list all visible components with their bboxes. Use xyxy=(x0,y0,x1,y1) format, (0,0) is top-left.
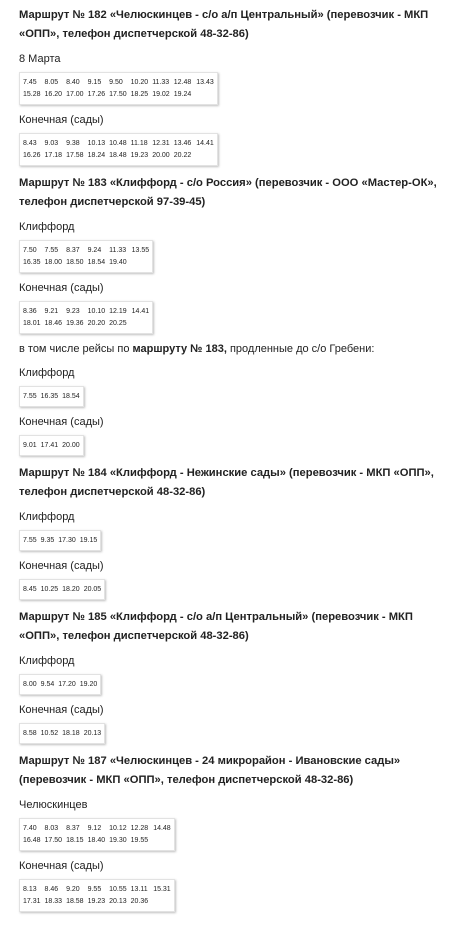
departure-time: 10.55 xyxy=(109,886,127,893)
routes-list xyxy=(19,464,444,912)
departure-time: 17.41 xyxy=(40,442,59,449)
timetable-row xyxy=(20,724,105,744)
schedule-block xyxy=(19,366,444,407)
departure-time: 20.20 xyxy=(87,320,106,327)
departure-time: 18.20 xyxy=(62,586,80,593)
departure-time: 8.13 xyxy=(23,886,37,893)
departure-time: 9.01 xyxy=(23,442,37,449)
timetable-row xyxy=(20,436,84,456)
departure-time: 14.41 xyxy=(131,308,150,315)
departure-time: 18.54 xyxy=(62,393,80,400)
departure-time: 18.00 xyxy=(44,259,63,266)
stop-label: Клиффорд xyxy=(19,221,75,233)
schedule-block xyxy=(19,859,444,912)
timetable xyxy=(19,674,101,695)
timetable-row xyxy=(20,150,218,166)
departure-time: 7.50 xyxy=(23,247,37,254)
timetable-row xyxy=(20,134,218,151)
timetable-row xyxy=(20,257,153,273)
timetable-row xyxy=(20,89,218,105)
departure-time: 12.28 xyxy=(130,825,149,832)
departure-time: 15.28 xyxy=(23,91,41,98)
departure-time: 19.30 xyxy=(109,837,127,844)
departure-time: 10.10 xyxy=(87,308,106,315)
departure-time: 13.55 xyxy=(131,247,150,254)
schedule-block xyxy=(19,798,444,851)
departure-time: 8.03 xyxy=(44,825,59,832)
schedule-block xyxy=(19,52,444,105)
stop-label: Челюскинцев xyxy=(19,799,88,811)
timetable-row xyxy=(20,302,153,319)
stop-label: Клиффорд xyxy=(19,511,75,523)
departure-time: 20.00 xyxy=(152,152,170,159)
departure-time: 10.52 xyxy=(40,730,59,737)
departure-time: 19.23 xyxy=(130,152,149,159)
departure-time: 20.13 xyxy=(109,898,127,905)
departure-time: 8.43 xyxy=(23,140,37,147)
departure-time: 8.45 xyxy=(23,586,37,593)
departure-time: 20.13 xyxy=(83,730,102,737)
stop-label: Клиффорд xyxy=(19,655,75,667)
departure-time: 17.20 xyxy=(58,681,76,688)
departure-time: 16.48 xyxy=(23,837,41,844)
timetable-row xyxy=(20,675,101,695)
departure-time: 18.54 xyxy=(87,259,106,266)
departure-time: 16.35 xyxy=(23,259,41,266)
departure-time: 11.33 xyxy=(152,79,170,86)
departure-time: 9.03 xyxy=(44,140,59,147)
departure-time: 12.19 xyxy=(109,308,127,315)
departure-time: 9.24 xyxy=(87,247,102,254)
departure-time: 13.43 xyxy=(196,79,214,86)
route-section xyxy=(19,6,444,166)
departure-time: 16.35 xyxy=(40,393,59,400)
timetable-row xyxy=(20,387,84,407)
departure-time: 8.46 xyxy=(44,886,59,893)
stop-label: Конечная (сады) xyxy=(19,416,104,428)
departure-time: 18.58 xyxy=(66,898,84,905)
departure-time: 19.24 xyxy=(173,91,192,98)
departure-time: 8.58 xyxy=(23,730,37,737)
departure-time: 18.24 xyxy=(87,152,106,159)
departure-time: 10.48 xyxy=(109,140,127,147)
departure-time: 7.55 xyxy=(23,537,37,544)
departure-time: 11.18 xyxy=(130,140,148,147)
timetable xyxy=(19,818,175,851)
timetable-row xyxy=(20,835,175,851)
departure-time: 12.48 xyxy=(173,79,192,86)
departure-time: 16.26 xyxy=(23,152,41,159)
timetable-row xyxy=(20,318,153,334)
timetable-row xyxy=(20,73,218,90)
timetable-row xyxy=(20,241,153,258)
timetable xyxy=(19,723,105,744)
departure-time: 17.18 xyxy=(44,152,63,159)
schedule-block xyxy=(19,220,444,273)
departure-time: 8.00 xyxy=(23,681,37,688)
departure-time: 7.55 xyxy=(23,393,37,400)
timetable-row xyxy=(20,580,105,600)
timetable xyxy=(19,133,218,166)
departure-time: 15.31 xyxy=(153,886,171,893)
departure-time: 18.15 xyxy=(66,837,84,844)
stop-label: 8 Марта xyxy=(19,53,61,65)
route-title: Маршрут № 184 «Клиффорд - Нежинские сады» (перевозчик - МКП «ОПП», телефон диспетчерской 48-32-86) xyxy=(19,467,434,498)
extended-routes-notice xyxy=(19,342,444,356)
timetable xyxy=(19,579,105,600)
timetable xyxy=(19,386,84,407)
departure-time: 8.36 xyxy=(23,308,37,315)
timetable xyxy=(19,240,153,273)
departure-time: 12.31 xyxy=(152,140,170,147)
notice-suffix: продленные до с/о Гребени: xyxy=(226,343,375,355)
timetable-row xyxy=(20,819,175,836)
departure-time: 18.01 xyxy=(23,320,41,327)
timetable xyxy=(19,879,175,912)
timetable xyxy=(19,301,153,334)
departure-time: 19.55 xyxy=(130,837,149,844)
departure-time: 7.45 xyxy=(23,79,37,86)
schedule-block xyxy=(19,510,444,551)
departure-time: 8.37 xyxy=(66,825,80,832)
route-title: Маршрут № 185 «Клиффорд - с/о а/п Центральный» (перевозчик - МКП «ОПП», телефон диспетчерской 48-32-86) xyxy=(19,611,413,642)
departure-time: 13.46 xyxy=(173,140,192,147)
departure-time: 9.55 xyxy=(87,886,102,893)
timetable xyxy=(19,530,101,551)
departure-time: 9.35 xyxy=(40,537,55,544)
departure-time: 18.46 xyxy=(44,320,63,327)
extended-schedule xyxy=(19,366,444,456)
departure-time: 19.36 xyxy=(66,320,84,327)
stop-label: Конечная (сады) xyxy=(19,860,104,872)
departure-time: 17.26 xyxy=(87,91,106,98)
departure-time: 9.21 xyxy=(44,308,59,315)
timetable xyxy=(19,72,218,105)
routes-list xyxy=(19,6,444,334)
departure-time: 18.25 xyxy=(130,91,149,98)
stop-label: Конечная (сады) xyxy=(19,704,104,716)
schedule-block xyxy=(19,281,444,334)
departure-time: 9.54 xyxy=(40,681,55,688)
timetable xyxy=(19,435,84,456)
route-section xyxy=(19,464,444,600)
departure-time: 17.50 xyxy=(109,91,127,98)
departure-time: 17.58 xyxy=(66,152,84,159)
departure-time: 18.40 xyxy=(87,837,106,844)
timetable-row xyxy=(20,896,175,912)
departure-time: 8.40 xyxy=(66,79,80,86)
departure-time: 20.22 xyxy=(173,152,192,159)
departure-time: 17.31 xyxy=(23,898,41,905)
schedule-block xyxy=(19,703,444,744)
departure-time: 9.38 xyxy=(66,140,80,147)
route-section xyxy=(19,608,444,744)
route-section xyxy=(19,174,444,334)
departure-time: 16.20 xyxy=(44,91,63,98)
departure-time: 19.15 xyxy=(79,537,98,544)
stop-label: Конечная (сады) xyxy=(19,114,104,126)
departure-time: 14.48 xyxy=(153,825,171,832)
departure-time: 18.50 xyxy=(66,259,84,266)
schedule-block xyxy=(19,113,444,166)
departure-time: 19.02 xyxy=(152,91,170,98)
stop-label: Конечная (сады) xyxy=(19,282,104,294)
departure-time: 17.30 xyxy=(58,537,76,544)
departure-time: 18.48 xyxy=(109,152,127,159)
timetable-row xyxy=(20,531,101,551)
notice-route-link-text: маршруту № 183, xyxy=(132,343,227,355)
departure-time: 20.36 xyxy=(130,898,149,905)
departure-time: 9.50 xyxy=(109,79,123,86)
departure-time: 11.33 xyxy=(109,247,127,254)
departure-time: 19.23 xyxy=(87,898,106,905)
departure-time: 10.25 xyxy=(40,586,59,593)
departure-time: 8.05 xyxy=(44,79,59,86)
departure-time: 17.00 xyxy=(66,91,84,98)
schedule-block xyxy=(19,559,444,600)
departure-time: 18.33 xyxy=(44,898,63,905)
departure-time: 20.25 xyxy=(109,320,127,327)
departure-time: 10.13 xyxy=(87,140,106,147)
schedule-block xyxy=(19,415,444,456)
route-title: Маршрут № 182 «Челюскинцев - с/о а/п Центральный» (перевозчик - МКП «ОПП», телефон диспетчерской 48-32-86) xyxy=(19,9,429,40)
departure-time: 7.40 xyxy=(23,825,37,832)
departure-time: 18.18 xyxy=(62,730,80,737)
departure-time: 8.37 xyxy=(66,247,80,254)
departure-time: 9.12 xyxy=(87,825,102,832)
departure-time: 13.11 xyxy=(130,886,148,893)
route-section xyxy=(19,752,444,912)
schedule-block xyxy=(19,654,444,695)
departure-time: 9.23 xyxy=(66,308,80,315)
departure-time: 19.40 xyxy=(109,259,127,266)
departure-time: 19.20 xyxy=(79,681,98,688)
route-title: Маршрут № 187 «Челюскинцев - 24 микрорайон - Ивановские сады» (перевозчик - МКП «ОПП», телефон диспетчерской 48-32-86) xyxy=(19,755,401,786)
departure-time: 14.41 xyxy=(196,140,214,147)
notice-prefix: в том числе рейсы по xyxy=(19,343,133,355)
timetable-row xyxy=(20,880,175,897)
departure-time: 20.00 xyxy=(62,442,80,449)
departure-time: 9.15 xyxy=(87,79,102,86)
departure-time: 10.20 xyxy=(130,79,149,86)
stop-label: Клиффорд xyxy=(19,367,75,379)
stop-label: Конечная (сады) xyxy=(19,560,104,572)
departure-time: 9.20 xyxy=(66,886,80,893)
departure-time: 10.12 xyxy=(109,825,127,832)
departure-time: 7.55 xyxy=(44,247,59,254)
departure-time: 20.05 xyxy=(83,586,102,593)
departure-time: 17.50 xyxy=(44,837,63,844)
route-title: Маршрут № 183 «Клиффорд - с/о Россия» (перевозчик - ООО «Мастер-ОК», телефон диспетчерской 97-39-45) xyxy=(19,177,437,208)
